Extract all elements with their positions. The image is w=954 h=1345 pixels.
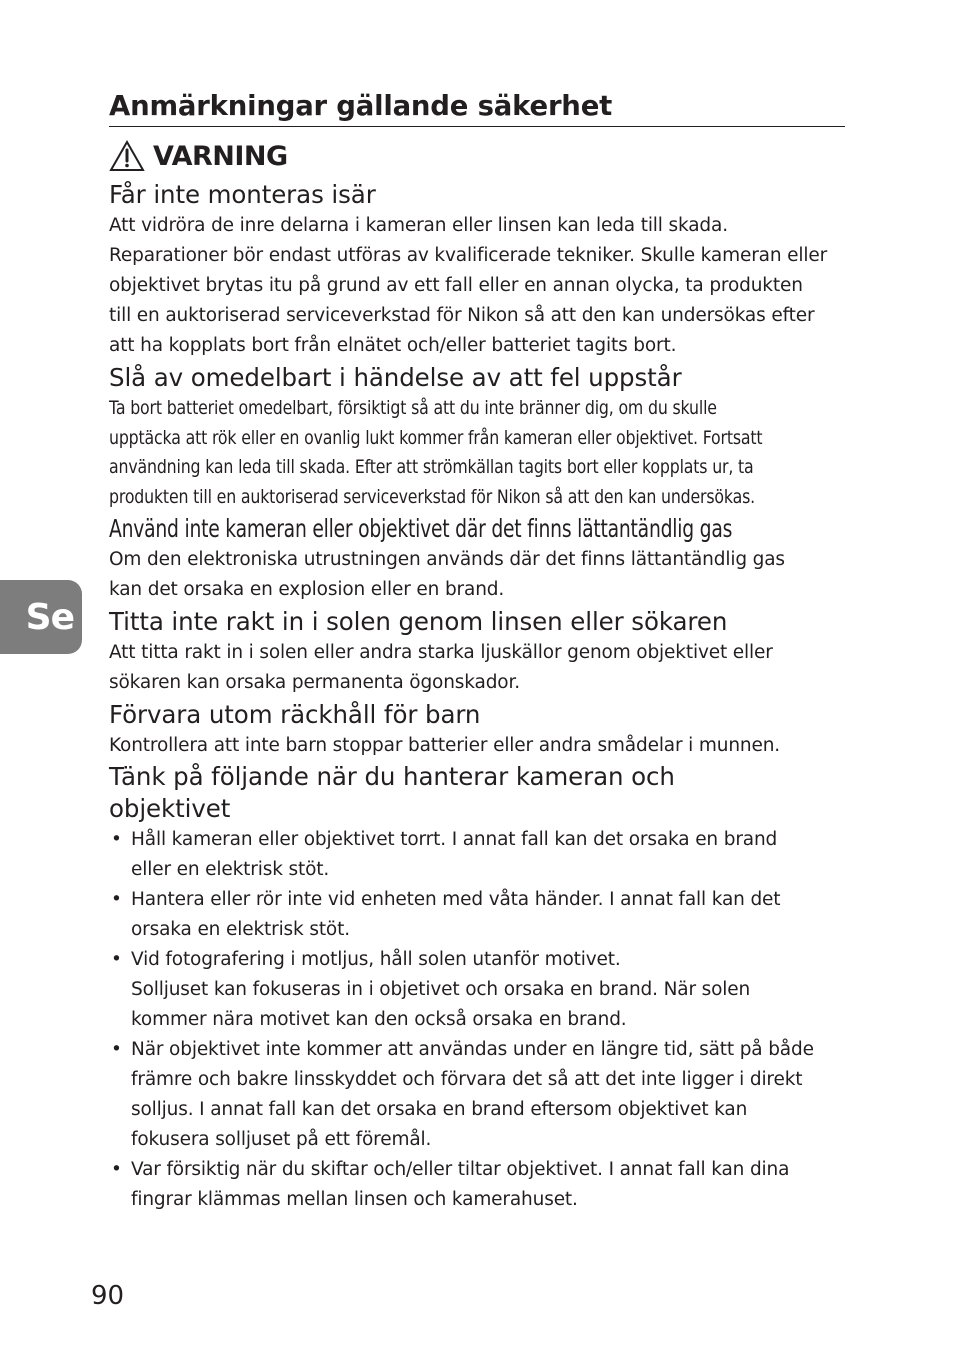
section-flammable-gas <box>109 512 854 605</box>
section-handling <box>109 761 854 1215</box>
handling-list <box>109 825 854 1215</box>
warning-header <box>109 136 288 176</box>
section-body: Om den elektroniska utrustningen används där det finns lättantändlig gas kan det orsaka en explosion eller en brand. <box>109 549 785 600</box>
section-heading: Titta inte rakt in i solen genom linsen eller sökaren <box>109 607 728 636</box>
section-heading: Får inte monteras isär <box>109 180 376 209</box>
section-children <box>109 698 854 761</box>
section-heading: Förvara utom räckhåll för barn <box>109 700 481 729</box>
list-item-text: Vid fotografering i motljus, håll solen utanför motivet. Solljuset kan fokuseras in i objetivet och orsaka en brand. När solen kommer nära motivet kan den också orsaka en brand. <box>131 949 751 1030</box>
language-tab: Se <box>0 580 82 654</box>
section-sun <box>109 605 854 698</box>
section-body: Att vidröra de inre delarna i kameran eller linsen kan leda till skada. Reparationer bör endast utföras av kvalificerade tekniker. Skulle kameran eller objektivet brytas itu på grund av ett fall eller en annan olycka, ta produkten till en auktoriserad serviceverkstad för Nikon så att den kan undersökas efter att ha kopplats bort från elnätet och/eller batteriet tagits bort. <box>109 215 828 356</box>
list-item-text: Hantera eller rör inte vid enheten med våta händer. I annat fall kan det orsaka en elektrisk stöt. <box>131 889 781 940</box>
bullet-glyph: • <box>111 1159 122 1180</box>
list-item <box>109 945 854 1035</box>
section-body: Kontrollera att inte barn stoppar batterier eller andra smådelar i munnen. <box>109 735 781 756</box>
safety-content <box>109 178 854 1215</box>
list-item-text: Var försiktig när du skiftar och/eller tiltar objektivet. I annat fall kan dina fingrar klämmas mellan linsen och kamerahuset. <box>131 1159 790 1210</box>
bullet-glyph: • <box>111 889 122 910</box>
section-heading: Slå av omedelbart i händelse av att fel uppstår <box>109 363 682 392</box>
list-item-text: Håll kameran eller objektivet torrt. I annat fall kan det orsaka en brand eller en elektrisk stöt. <box>131 829 778 880</box>
list-item <box>109 885 854 945</box>
section-disassembly <box>109 178 854 361</box>
bullet-glyph: • <box>111 1039 122 1060</box>
warning-triangle-icon <box>109 140 145 172</box>
bullet-glyph: • <box>111 949 122 970</box>
title-divider <box>109 126 845 127</box>
section-heading: Använd inte kameran eller objektivet där det finns lättantändlig gas <box>109 514 733 543</box>
list-item <box>109 1035 854 1155</box>
section-body: Att titta rakt in i solen eller andra starka ljuskällor genom objektivet eller sökaren kan orsaka permanenta ögonskador. <box>109 642 773 693</box>
warning-label: VARNING <box>153 140 288 172</box>
page-title: Anmärkningar gällande säkerhet <box>109 90 613 122</box>
list-item <box>109 1155 854 1215</box>
section-malfunction <box>109 361 854 512</box>
list-item <box>109 825 854 885</box>
list-item-text: När objektivet inte kommer att användas under en längre tid, sätt på både främre och bakre linsskyddet och förvara det så att det inte ligger i direkt solljus. I annat fall kan det orsaka en brand eftersom objektivet kan fokusera solljuset på ett föremål. <box>131 1039 814 1150</box>
page-number: 90 <box>91 1281 125 1311</box>
section-body: Ta bort batteriet omedelbart, försiktigt så att du inte bränner dig, om du skulle upptäcka att rök eller en ovanlig lukt kommer från kameran eller objektivet. Fortsatt användning kan leda till skada. Efter att strömkällan tagits bort eller kopplats ur, ta produkten till en auktoriserad serviceverkstad för Nikon så att den kan undersökas. <box>109 397 763 508</box>
section-heading: Tänk på följande när du hanterar kameran och objektivet <box>109 762 675 823</box>
bullet-glyph: • <box>111 829 122 850</box>
